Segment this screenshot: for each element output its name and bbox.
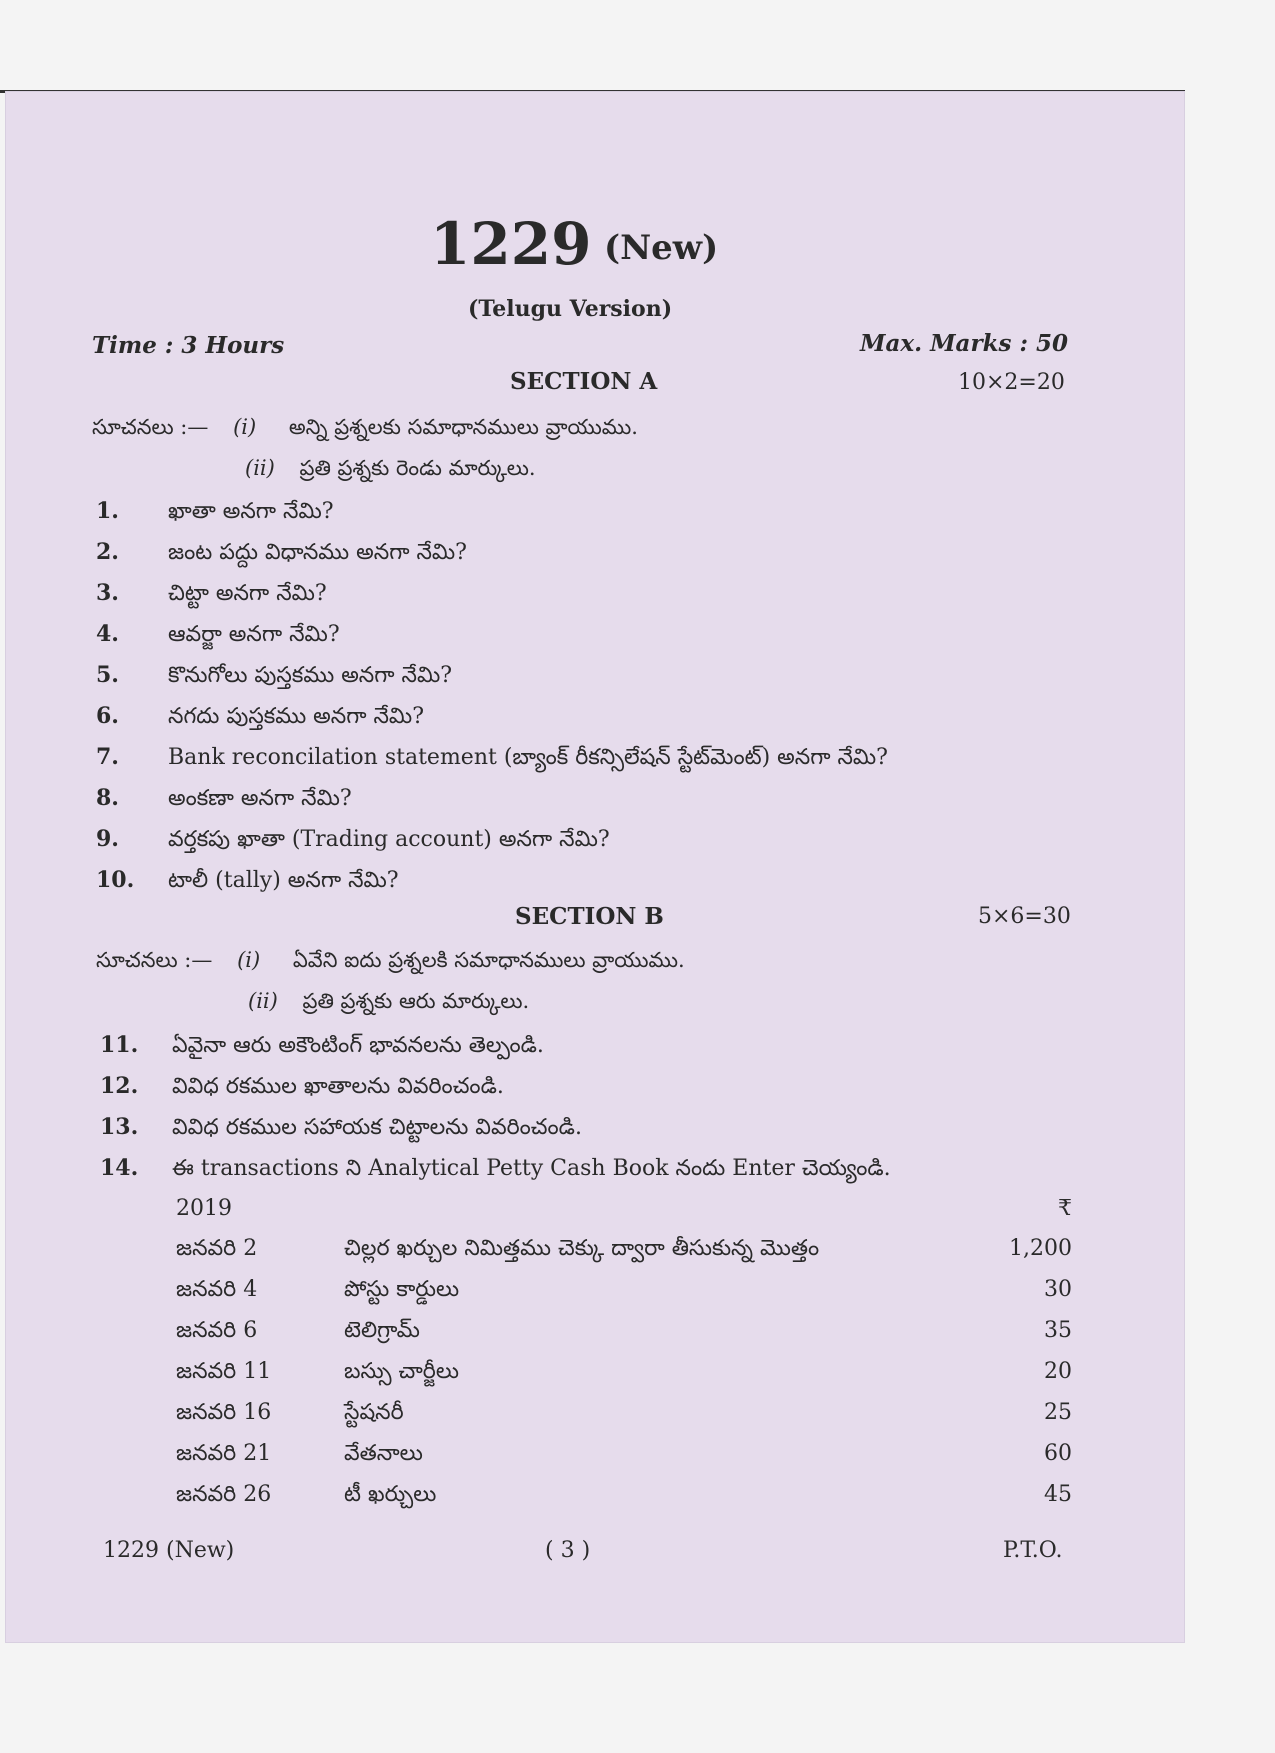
question-number: 7.	[96, 744, 119, 770]
paper-version: (New)	[604, 228, 719, 268]
time-allowed: Time : 3 Hours	[92, 332, 285, 359]
question-number: 3.	[96, 580, 119, 606]
section-a-instruction-1	[92, 415, 638, 445]
transaction-date: జనవరి 21	[176, 1441, 272, 1466]
currency-symbol: ₹	[1058, 1196, 1072, 1221]
question-10	[96, 867, 399, 898]
question-text: టాలీ (tally) అనగా నేమి?	[168, 868, 399, 893]
table-row	[176, 1318, 1072, 1348]
question-14	[100, 1155, 891, 1186]
instruction-number: (i)	[237, 948, 261, 972]
question-text: నగదు పుస్తకము అనగా నేమి?	[168, 704, 424, 729]
question-6	[96, 703, 424, 734]
table-row	[176, 1359, 1072, 1389]
question-11	[100, 1032, 544, 1063]
transaction-date: జనవరి 2	[176, 1236, 258, 1261]
question-text: ఆవర్జా అనగా నేమి?	[168, 622, 340, 647]
question-number: 4.	[96, 621, 119, 647]
section-a-title: SECTION A	[510, 368, 658, 395]
transaction-description: పోస్టు కార్డులు	[344, 1277, 460, 1302]
question-number: 10.	[96, 867, 135, 893]
please-turn-over: P.T.O.	[1003, 1538, 1063, 1563]
section-b-marks: 5×6=30	[978, 904, 1071, 929]
question-number: 9.	[96, 826, 119, 852]
question-text: ఏవైనా ఆరు అకౌంటింగ్ భావనలను తెల్పండి.	[172, 1033, 544, 1058]
question-number: 8.	[96, 785, 119, 811]
page-number: ( 3 )	[545, 1538, 591, 1563]
table-row	[176, 1236, 1072, 1266]
section-b-title: SECTION B	[515, 903, 664, 930]
footer-paper-code: 1229 (New)	[103, 1538, 235, 1563]
question-number: 5.	[96, 662, 119, 688]
instruction-number: (i)	[233, 415, 257, 439]
question-text: అంకణా అనగా నేమి?	[168, 786, 352, 811]
transaction-amount: 35	[1044, 1318, 1072, 1343]
question-8	[96, 785, 352, 816]
instruction-text: ప్రతి ప్రశ్నకు రెండు మార్కులు.	[299, 456, 536, 480]
section-b-instruction-1	[96, 948, 685, 978]
transaction-amount: 45	[1044, 1482, 1072, 1507]
question-text: చిట్టా అనగా నేమి?	[168, 581, 327, 606]
question-number: 2.	[96, 539, 119, 565]
paper-code: 1229	[430, 210, 592, 278]
transaction-description: బస్సు చార్జీలు	[344, 1359, 460, 1384]
question-text: వివిధ రకముల సహాయక చిట్టాలను వివరించండి.	[172, 1115, 582, 1140]
question-number: 6.	[96, 703, 119, 729]
question-text: వర్తకపు ఖాతా (Trading account) అనగా నేమి?	[168, 827, 610, 852]
table-row	[176, 1400, 1072, 1430]
transaction-date: జనవరి 16	[176, 1400, 272, 1425]
instruction-text: ప్రతి ప్రశ్నకు ఆరు మార్కులు.	[302, 989, 530, 1013]
transaction-amount: 30	[1044, 1277, 1072, 1302]
instruction-text: ఏవేని ఐదు ప్రశ్నలకి సమాధానములు వ్రాయుము.	[292, 948, 685, 972]
table-header-row	[176, 1196, 1072, 1226]
question-number: 12.	[100, 1073, 139, 1099]
transaction-amount: 1,200	[1009, 1236, 1072, 1261]
transaction-description: టెలిగ్రామ్	[344, 1318, 420, 1343]
table-row	[176, 1482, 1072, 1512]
question-2	[96, 539, 467, 570]
transaction-description: టీ ఖర్చులు	[344, 1482, 437, 1507]
question-5	[96, 662, 452, 693]
instruction-prefix: సూచనలు :—	[92, 415, 209, 439]
table-row	[176, 1441, 1072, 1471]
paper-subtitle: (Telugu Version)	[468, 296, 673, 322]
question-text: కొనుగోలు పుస్తకము అనగా నేమి?	[168, 663, 453, 688]
transaction-description: చిల్లర ఖర్చుల నిమిత్తము చెక్కు ద్వారా తీసుకున్న మొత్తం	[344, 1236, 820, 1261]
question-13	[100, 1114, 582, 1145]
question-text: Bank reconcilation statement (బ్యాంక్ రీకన్సిలేషన్ స్టేట్‌మెంట్) అనగా నేమి?	[168, 745, 888, 770]
instruction-text: అన్ని ప్రశ్నలకు సమాధానములు వ్రాయుము.	[288, 415, 638, 439]
question-number: 11.	[100, 1032, 139, 1058]
transaction-description: స్టేషనరీ	[344, 1400, 404, 1425]
transaction-amount: 25	[1044, 1400, 1072, 1425]
transaction-date: జనవరి 4	[176, 1277, 258, 1302]
transaction-date: జనవరి 6	[176, 1318, 258, 1343]
instruction-prefix: సూచనలు :—	[96, 948, 213, 972]
table-row	[176, 1277, 1072, 1307]
max-marks: Max. Marks : 50	[860, 330, 1068, 357]
transaction-amount: 20	[1044, 1359, 1072, 1384]
section-a-marks: 10×2=20	[958, 370, 1065, 395]
question-7	[96, 744, 888, 775]
question-text: ఖాతా అనగా నేమి?	[168, 499, 334, 524]
question-1	[96, 498, 334, 529]
question-9	[96, 826, 610, 857]
question-number: 1.	[96, 498, 119, 524]
instruction-number: (ii)	[248, 989, 278, 1013]
transaction-description: వేతనాలు	[344, 1441, 423, 1466]
section-a-instruction-2	[245, 456, 536, 486]
question-text: జంట పద్దు విధానము అనగా నేమి?	[168, 540, 467, 565]
transaction-amount: 60	[1044, 1441, 1072, 1466]
table-year: 2019	[176, 1196, 232, 1221]
question-12	[100, 1073, 504, 1104]
transaction-date: జనవరి 26	[176, 1482, 272, 1507]
question-text: వివిధ రకముల ఖాతాలను వివరించండి.	[172, 1074, 504, 1099]
question-number: 13.	[100, 1114, 139, 1140]
section-b-instruction-2	[248, 989, 529, 1019]
instruction-number: (ii)	[245, 456, 275, 480]
question-text: ఈ transactions ని Analytical Petty Cash Book నందు Enter చెయ్యండి.	[172, 1156, 891, 1181]
transaction-date: జనవరి 11	[176, 1359, 272, 1384]
question-3	[96, 580, 327, 611]
question-4	[96, 621, 340, 652]
question-number: 14.	[100, 1155, 139, 1181]
